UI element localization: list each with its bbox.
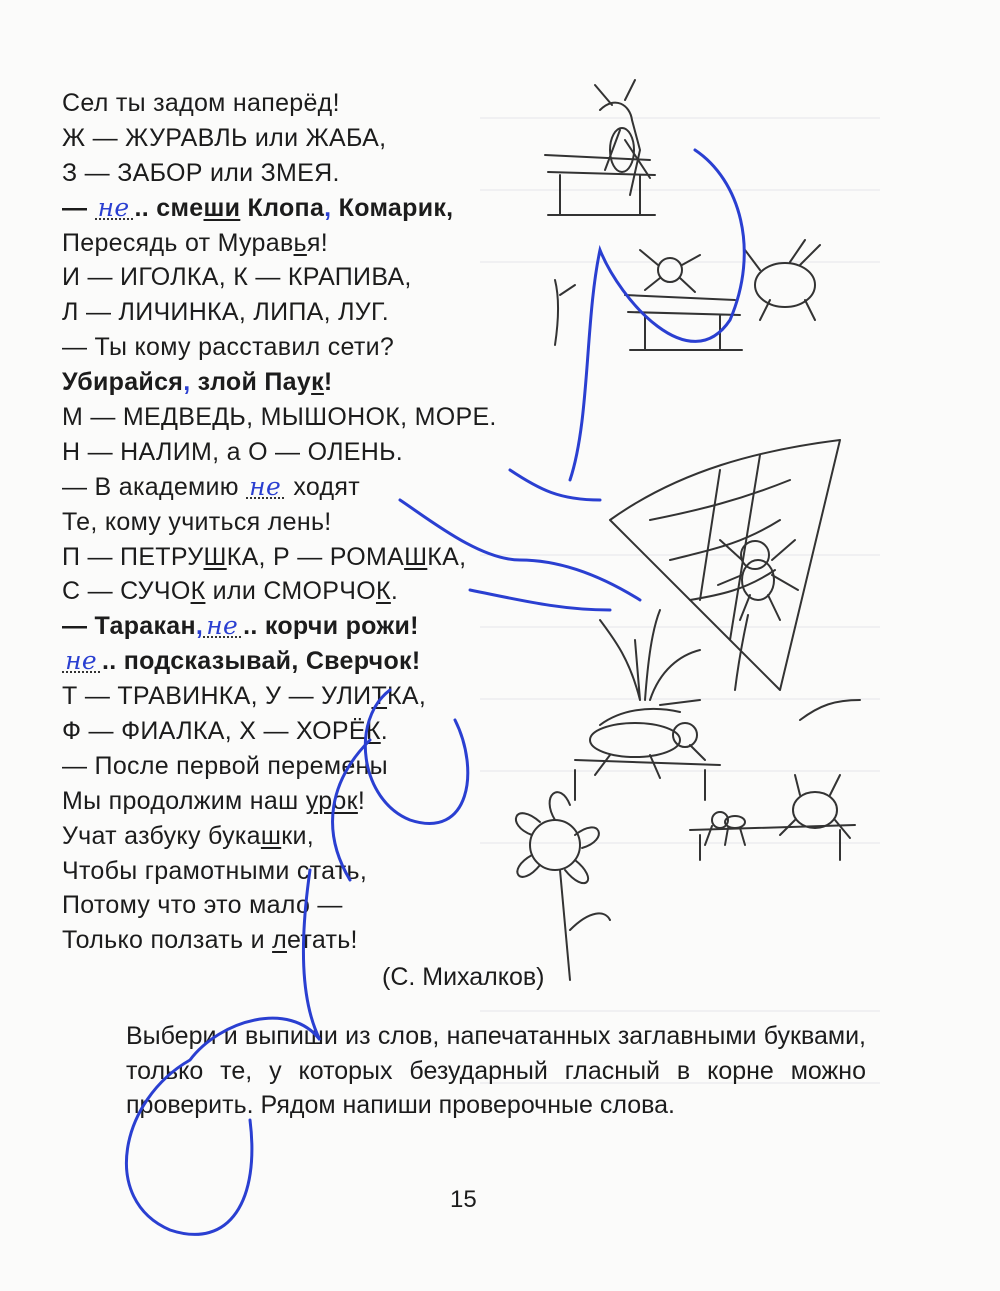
poem-text: П — ПЕТРУ — [62, 542, 204, 571]
poem-text: етать! — [286, 926, 358, 955]
poem-text: Чтобы грамотными стать, — [62, 856, 368, 885]
poem-text: Сел ты задом наперёд! — [62, 89, 340, 117]
poem-text: КА, — [427, 542, 467, 571]
poem-author: (С. Михалков) — [382, 963, 545, 991]
poem-text: Те, кому учиться лень! — [62, 507, 332, 536]
poem-text: — После первой перемены — [62, 751, 388, 780]
poem-text: Клопа — [240, 193, 325, 222]
poem-text: — Таракан — [62, 612, 196, 641]
underlined-letters: К — [365, 717, 381, 746]
poem-text: КА, — [387, 682, 427, 711]
insects-bench-icon — [690, 775, 855, 860]
underlined-letters: К — [375, 577, 391, 606]
handwritten-comma: , — [183, 368, 191, 397]
poem-text: Комарик, — [331, 193, 454, 222]
poem-text: И — ИГОЛКА, К — КРАПИВА, — [62, 263, 412, 292]
poem-text: Н — НАЛИМ, а О — ОЛЕНЬ. — [62, 437, 404, 466]
poem-text: или СМОРЧО — [205, 577, 376, 606]
page-number: 15 — [450, 1186, 477, 1213]
underlined-letters: ш — [260, 821, 282, 850]
handwritten-comma: , — [324, 193, 332, 222]
poem-text: З — ЗАБОР или ЗМЕЯ. — [62, 158, 340, 187]
underlined-letters: Ш — [203, 542, 227, 571]
grass-icon — [600, 610, 700, 700]
underlined-letters: ь — [293, 228, 307, 257]
underlined-letters: л — [272, 926, 287, 955]
poem-text: Потому что это мало — — [62, 891, 343, 920]
poem-text: КА, Р — РОМА — [226, 542, 405, 571]
poem-text: . — [380, 717, 388, 746]
poem-text: — В академию — [62, 472, 247, 501]
poem-text: Убирайся — [62, 368, 184, 397]
handwritten-answer: не — [246, 477, 284, 499]
poem-text: М — МЕДВЕДЬ, МЫШОНОК, МОРЕ. — [62, 403, 497, 432]
underlined-letters: к — [311, 368, 324, 397]
poem-text: ки, — [281, 821, 314, 850]
poem-text: .. корчи рожи! — [243, 612, 419, 641]
poem-text: ! — [357, 786, 366, 815]
poem-text: Ф — ФИАЛКА, Х — ХОРЁ — [62, 717, 366, 746]
flower-icon — [516, 792, 610, 980]
underlined-letters: Ш — [404, 542, 428, 571]
poem-text: Учат азбуку бука — [62, 821, 261, 850]
poem-text: Мы продолжим наш — [62, 786, 306, 815]
bench-grasshopper-icon — [545, 80, 655, 215]
task-instruction: Выбери и выпиши из слов, напечатанных заглавными буквами, только те, у которых безударный гласный в корне можно проверить. Рядом напиши проверочные слова. — [126, 1022, 866, 1119]
poem-text: — Ты кому расставил сети? — [62, 333, 395, 362]
handwritten-comma: , — [195, 612, 204, 641]
poem-text: . — [390, 577, 399, 606]
poem-text: .. сме — [134, 193, 204, 222]
poem-text: злой Пау — [190, 368, 312, 397]
poem-text: Пересядь от Мурав — [62, 228, 294, 257]
handwritten-answer: не — [95, 198, 133, 220]
underlined-letters: урок — [305, 786, 358, 815]
underlined-letters: Т — [371, 682, 388, 711]
poem-text: Ж — ЖУРАВЛЬ или ЖАБА, — [62, 123, 387, 152]
underlined-letters: К — [190, 577, 206, 606]
poem-text: .. подсказывай, Сверчок! — [102, 647, 421, 676]
poem-text: ! — [323, 368, 333, 397]
poem-text: я! — [306, 228, 328, 257]
poem-text: Л — ЛИЧИНКА, ЛИПА, ЛУГ. — [62, 298, 390, 327]
spider-beetle-bench-icon — [555, 240, 820, 350]
poem-text: ходят — [286, 472, 361, 501]
poem-text: — — [62, 193, 95, 222]
poem-text: С — СУЧО — [62, 577, 191, 606]
cricket-icon — [575, 700, 720, 800]
poem-text: Т — ТРАВИНКА, У — УЛИ — [62, 682, 372, 711]
poem-text: Только ползать и — [62, 926, 273, 955]
handwritten-answer: не — [62, 651, 100, 673]
handwritten-answer: не — [203, 616, 241, 638]
underlined-letters: ши — [203, 193, 241, 222]
